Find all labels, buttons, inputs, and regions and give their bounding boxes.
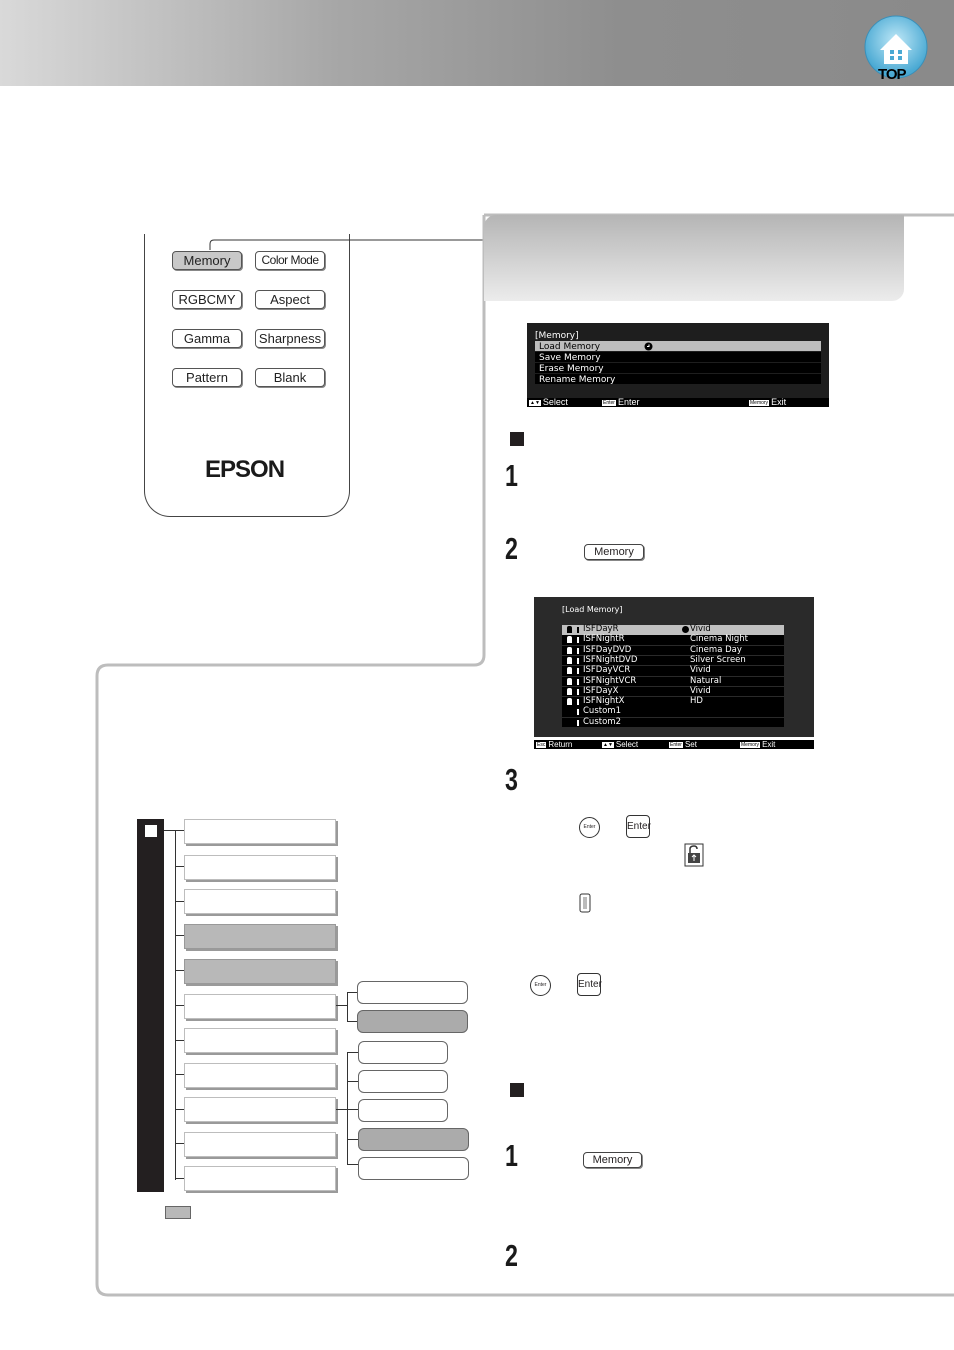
- memory-name: ISFDayDVD: [583, 644, 632, 655]
- memory-slot-icon: [577, 699, 579, 705]
- color-mode: Vivid: [690, 685, 711, 696]
- memory-menu-footer: [527, 398, 829, 407]
- remote-blank-button[interactable]: Blank: [255, 368, 325, 387]
- lock-icon: [567, 647, 572, 654]
- footer-select: Select: [615, 740, 639, 749]
- load-memory-row[interactable]: [562, 687, 784, 697]
- lock-icon: [567, 636, 572, 643]
- remote-memory-button[interactable]: Memory: [172, 251, 242, 270]
- sidebar-marker: [145, 825, 157, 837]
- memory-name: ISFNightR: [583, 634, 625, 645]
- epson-logo: EPSON: [205, 456, 285, 483]
- lock-icon: [567, 688, 572, 695]
- sub-item: [357, 1010, 468, 1033]
- color-mode: Natural: [690, 675, 722, 686]
- remote-rgbcmy-button[interactable]: RGBCMY: [172, 290, 242, 309]
- tree-item: [184, 819, 336, 844]
- lock-icon: [567, 657, 572, 664]
- tree-item: [184, 924, 336, 949]
- menu-item[interactable]: Save Memory: [539, 353, 601, 363]
- step-number: 1: [505, 1138, 518, 1173]
- menu-item[interactable]: Erase Memory: [539, 364, 604, 374]
- lock-icon: [567, 698, 572, 705]
- color-mode: Cinema Day: [690, 644, 742, 655]
- load-memory-footer: [534, 740, 814, 749]
- esc-key-icon: Esc: [537, 741, 546, 748]
- tree-item: [184, 889, 336, 914]
- memory-slot-icon: [577, 668, 579, 674]
- footer-enter: Enter: [617, 397, 640, 407]
- top-label: TOP: [878, 66, 906, 83]
- menu-item[interactable]: Rename Memory: [539, 375, 616, 385]
- memory-key-button: Memory: [584, 544, 644, 560]
- memory-menu-title: [Memory]: [535, 331, 579, 341]
- enter-icon: [644, 342, 653, 351]
- color-mode: Silver Screen: [690, 654, 746, 665]
- memory-name: ISFNightDVD: [583, 654, 638, 665]
- tree-item: [184, 1097, 336, 1122]
- remote-sharpness-button[interactable]: Sharpness: [255, 329, 325, 348]
- load-memory-row[interactable]: [562, 646, 784, 656]
- load-memory-row[interactable]: [562, 656, 784, 666]
- load-memory-row[interactable]: [562, 718, 784, 728]
- sub-item: [358, 1157, 469, 1180]
- memory-name: ISFNightX: [583, 696, 625, 707]
- arrow-keys-icon: ▲▼: [530, 399, 540, 406]
- color-mode: HD: [690, 696, 703, 707]
- section-heading-panel: [484, 215, 904, 301]
- color-mode: Vivid: [690, 665, 711, 676]
- remote-pattern-button[interactable]: Pattern: [172, 368, 242, 387]
- tree-item: [184, 1063, 336, 1088]
- memory-name: ISFNightVCR: [583, 675, 637, 686]
- tree-item: [184, 855, 336, 880]
- memory-name: ISFDayX: [583, 685, 619, 696]
- load-memory-row[interactable]: [562, 625, 784, 635]
- enter-key-icon: Enter: [670, 741, 682, 748]
- memory-slot-icon: [577, 627, 579, 633]
- remote-color-mode-button[interactable]: Color Mode: [255, 251, 325, 270]
- lock-icon: [567, 678, 572, 685]
- tree-item: [184, 1028, 336, 1053]
- section-marker: [510, 432, 524, 446]
- step-number: 2: [505, 1238, 518, 1273]
- memory-name: ISFDayR: [583, 624, 619, 634]
- enter-square-key: Enter: [577, 973, 601, 996]
- footer-exit: Exit: [771, 397, 787, 407]
- memory-key-button: Memory: [583, 1152, 642, 1168]
- footer-select: Select: [542, 397, 568, 407]
- enter-key-icon: Enter: [603, 399, 615, 406]
- memory-name: Custom1: [583, 706, 621, 717]
- lock-icon: [567, 626, 572, 633]
- memory-slot-icon: [577, 709, 579, 715]
- load-memory-row[interactable]: [562, 697, 784, 707]
- tree-item: [184, 959, 336, 984]
- color-mode: Cinema Night: [690, 634, 748, 645]
- remote-aspect-button[interactable]: Aspect: [255, 290, 325, 309]
- lock-icon: [567, 667, 572, 674]
- memory-key-icon: Memory: [741, 741, 760, 748]
- memory-slot-icon: [577, 658, 579, 664]
- sub-item: [357, 981, 468, 1004]
- unlock-icon: [684, 843, 704, 867]
- load-memory-row[interactable]: [562, 635, 784, 645]
- memory-menu-screen: [527, 323, 829, 399]
- memory-slot-icon: [577, 679, 579, 685]
- arrow-keys-icon: ▲▼: [603, 741, 613, 748]
- menu-item[interactable]: Load Memory: [539, 342, 601, 352]
- tree-item: [184, 1166, 336, 1191]
- enter-round-key: Enter: [579, 817, 600, 838]
- load-memory-row[interactable]: [562, 707, 784, 717]
- remote-gamma-button[interactable]: Gamma: [172, 329, 242, 348]
- sub-item: [358, 1099, 448, 1122]
- memory-key-icon: Memory: [750, 399, 769, 406]
- step-number: 2: [505, 531, 518, 566]
- memory-slot-icon: [577, 637, 579, 643]
- sub-item: [358, 1128, 469, 1151]
- footer-set: Set: [684, 740, 697, 749]
- load-memory-row[interactable]: [562, 677, 784, 687]
- sub-item: [358, 1070, 448, 1093]
- memory-name: Custom2: [583, 716, 621, 727]
- load-memory-title: [Load Memory]: [562, 605, 623, 614]
- step-number: 3: [505, 762, 518, 797]
- color-mode: Vivid: [690, 624, 711, 634]
- load-memory-row[interactable]: [562, 666, 784, 676]
- current-icon: [682, 626, 689, 633]
- memory-slot-icon: [577, 689, 579, 695]
- memory-slot-icon: [577, 720, 579, 726]
- step-number: 1: [505, 458, 518, 493]
- tree-item: [184, 994, 336, 1019]
- tree-item: [184, 1132, 336, 1157]
- menu-sidebar: [137, 819, 164, 1192]
- enter-square-key: Enter: [626, 815, 650, 838]
- memory-name: ISFDayVCR: [583, 665, 631, 676]
- footer-return: Return: [548, 740, 573, 749]
- legend-swatch: [165, 1206, 191, 1219]
- load-memory-screen: [534, 597, 814, 737]
- footer-exit: Exit: [762, 740, 776, 749]
- sub-item: [358, 1041, 448, 1064]
- bar-icon: [578, 893, 592, 913]
- enter-round-key: Enter: [530, 975, 551, 996]
- section-marker: [510, 1083, 524, 1097]
- memory-slot-icon: [577, 648, 579, 654]
